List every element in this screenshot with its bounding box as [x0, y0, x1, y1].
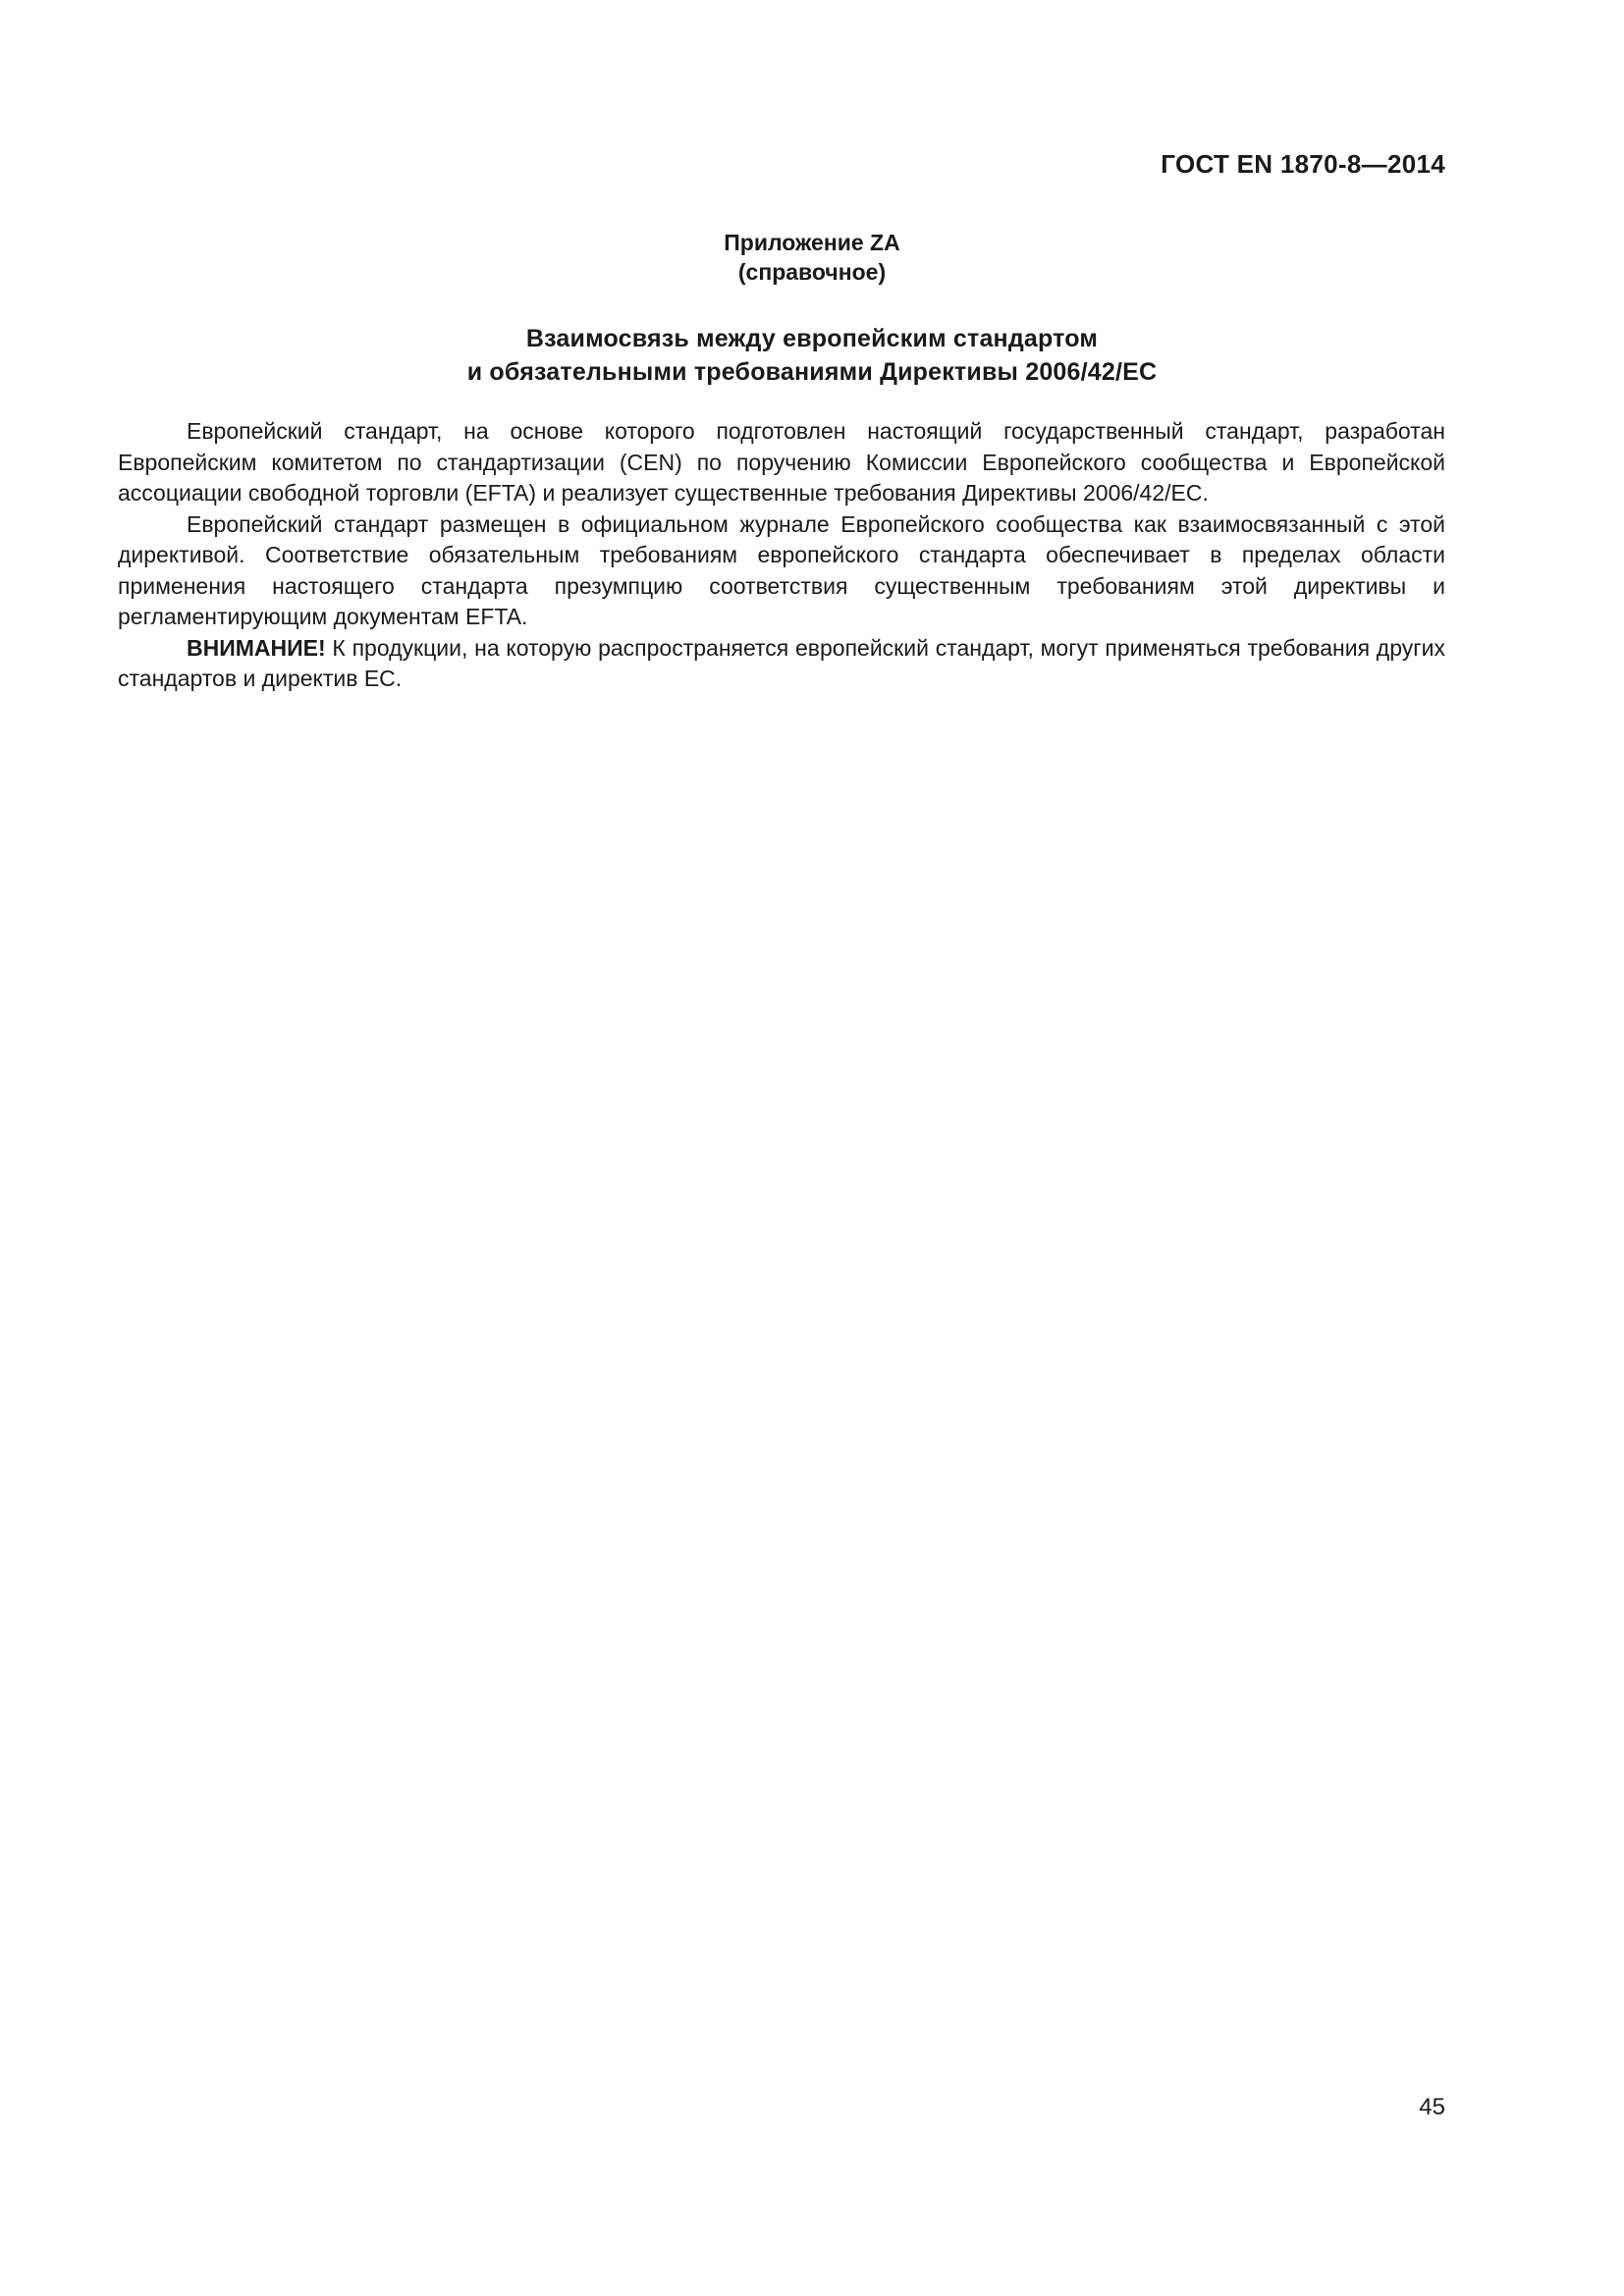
annex-label: Приложение ZA: [724, 230, 900, 255]
document-code: ГОСТ EN 1870-8—2014: [1161, 149, 1445, 179]
annex-heading: [0, 228, 1624, 287]
annex-body: [118, 416, 1445, 695]
annex-status: (справочное): [737, 259, 887, 285]
annex-title: [0, 322, 1624, 389]
paragraph-official-journal: Европейский стандарт размещен в официальном журнале Европейского сообщества как взаимосвязанный с этой директивой. Соответствие обязательным требованиям европейского стандарта обеспечивает в пределах области применения настоящего стандарта презумпцию соответствия существенным требованиям этой директивы и регламентирующим документам EFTA.: [118, 510, 1445, 629]
annex-title-line-2: и обязательными требованиями Директивы 2006/42/ЕС: [466, 358, 1158, 386]
paragraph-cen-mandate: Европейский стандарт, на основе которого подготовлен настоящий государственный стандарт, разработан Европейским комитетом по стандартизации (CEN) по поручению Комиссии Европейского сообщества и Европейской ассоциации свободной торговли (EFTA) и реализует существенные требования Директивы 2006/42/ЕС.: [118, 418, 1445, 506]
paragraph-warning: [118, 633, 1445, 695]
warning-text: К продукции, на которую распространяется европейский стандарт, могут применяться требования других стандартов и директив ЕС.: [118, 634, 1445, 691]
page-number: 45: [1419, 2094, 1445, 2120]
annex-title-line-1: Взаимосвязь между европейским стандартом: [525, 325, 1099, 352]
warning-label: ВНИМАНИЕ!: [187, 634, 326, 661]
